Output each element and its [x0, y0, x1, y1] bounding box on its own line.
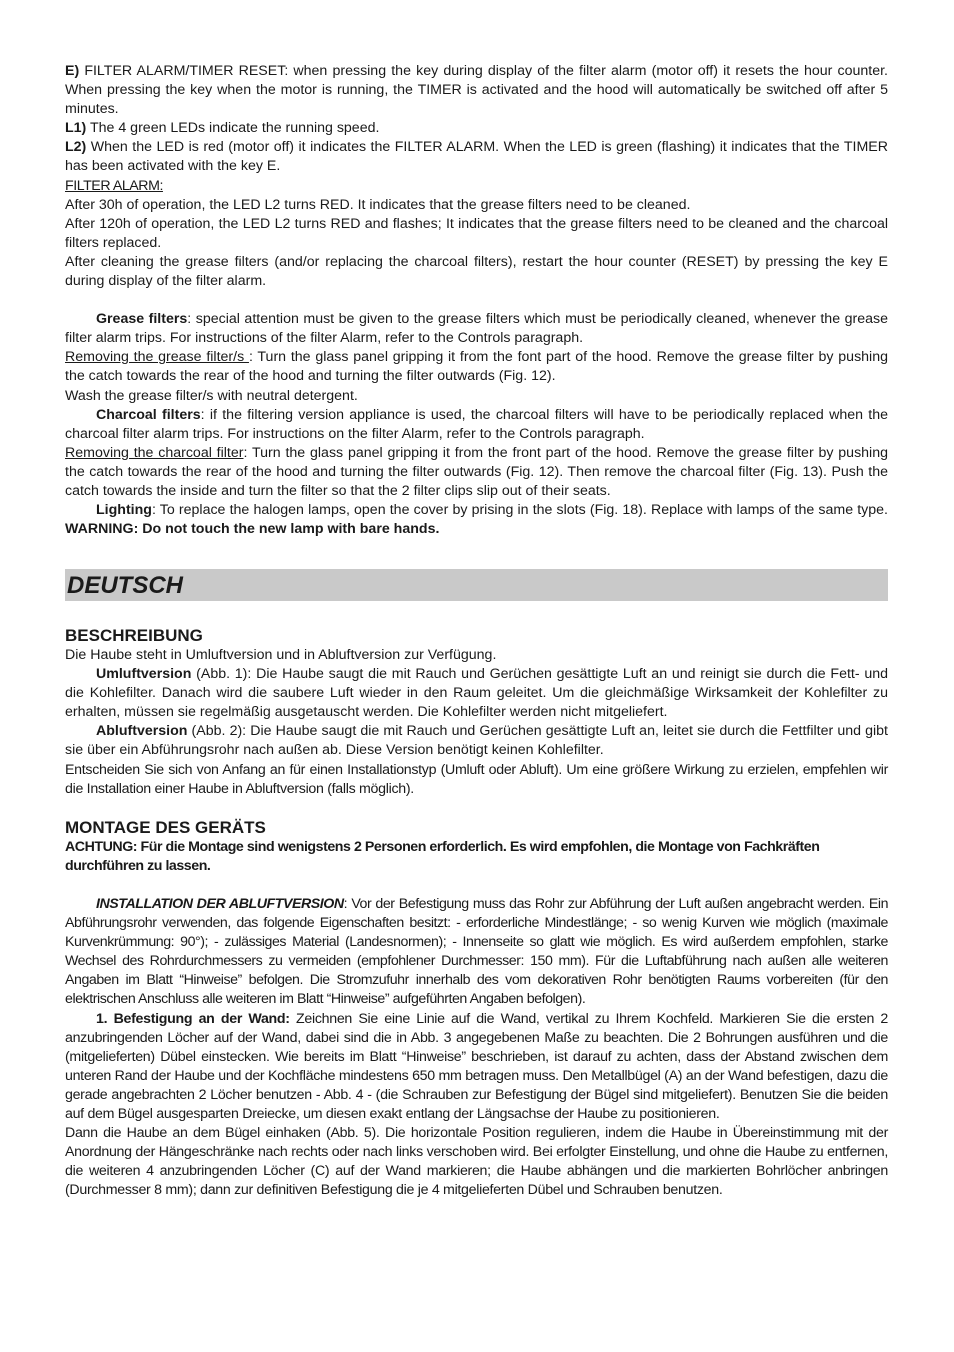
lighting-paragraph: Lighting: To replace the halogen lamps, open the cover by prising in the slots (Fig. 18). Replace with lamps of the same type. WARNING: Do not touch the new lamp with bare hands.: [65, 502, 888, 538]
abluft-paragraph: Abluftversion (Abb. 2): Die Haube saugt die mit Rauch und Gerüchen gesättigte Luft an, leitet sie durch die Fettfilter und gibt sie über ein Abführungsrohr nach außen ab. Diese Version benötigt keinen Kohlefilter.: [65, 723, 888, 759]
achtung-paragraph: ACHTUNG: Für die Montage sind wenigstens 2 Personen erforderlich. Es wird empfohlen, die Montage von Fachkräften durchführen zu lassen.: [65, 838, 820, 874]
step-1-paragraph: 1. Befestigung an der Wand: Zeichnen Sie eine Linie auf die Wand, vertikal zu Ihrem Kochfeld. Markieren Sie die ersten 2 anzubringenden Löcher auf der Wand, dabei sind die in Abb. 3 angegebenen Maße zu beachten. Die 2 Bohrungen ausführen und die (mitgelieferten) Dübel einstecken. Wie bereits im Blatt “Hinweise” beschrieben, ist darauf zu achten, dass der Abstand zwischen dem unteren Rand der Haube und der Kochfläche mindestens 650 mm betragen muss. Den Metallbügel (A) an der Wand befestigen, dazu die gerade angebrachten 2 Löcher benutzen - Abb. 4 - (die Schrauben zur Befestigung der Bügel sind mitgeliefert). Benutzen Sie die beiden auf dem Bügel ausgesparten Dreiecke, um diesen exakt entlang der Längsachse der Haube zu positionieren.: [65, 1010, 888, 1122]
montage-heading: MONTAGE DES GERÄTS: [65, 817, 266, 837]
spacer: [65, 291, 888, 310]
warning-text: WARNING: Do not touch the new lamp with bare hands.: [65, 521, 440, 538]
installation-paragraph: INSTALLATION DER ABLUFTVERSION: Vor der Befestigung muss das Rohr zur Abführung der Luft außen angebracht werden. Ein Abführungsrohr verwenden, das folgende Eigenschaften besitzt: - erforderliche Mindestlänge; - so wenig Kurven wie möglich (maximale Kurvenkrümmung: 90°); - zulässiges Material (Landesnormen); - Innenseite so glatt wie möglich. Es wird außerdem empfohlen, starke Wechsel des Rohrdurchmessers zu vermeiden (empfohlener Durchmesser: 150 mm). Für die Luftabführung nach außen alle weiteren Angaben im Blatt “Hinweise” befolgen. Die Stromzufuhr innerhalb des vom dekorativen Rohr benötigten Raums vorbereiten (für den elektrischen Anschluss alle weiteren im Blatt “Hinweise” aufgeführten Angaben befolgen).: [65, 895, 889, 1008]
filter-alarm-line-3: After cleaning the grease filters (and/or replacing the charcoal filters), restart the hour counter (RESET) by pressing the key E during display of the filter alarm.: [65, 253, 888, 290]
section-title: DEUTSCH: [67, 572, 184, 599]
led-l1-description: L1) The 4 green LEDs indicate the running speed.: [65, 120, 380, 137]
removing-grease-filter-paragraph: Removing the grease filter/s : Turn the glass panel gripping it from the font part of the hood. Remove the grease filter by pushing the catch towards the rear of the hood and turning the filter outwards (Fig. 12).: [65, 349, 888, 385]
english-section: [65, 62, 888, 539]
beschreibung-heading: BESCHREIBUNG: [65, 626, 203, 645]
key-e-description: E) FILTER ALARM/TIMER RESET: when pressing the key during display of the filter alarm (motor off) it resets the hour counter. When pressing the key when the motor is running, the TIMER is activated and the hood will automatically be switched off after 5 minutes.: [65, 63, 888, 118]
spacer: [65, 876, 888, 895]
intro-paragraph: Die Haube steht in Umluftversion und in Abluftversion zur Verfügung.: [65, 647, 497, 663]
deutsch-banner: [65, 569, 888, 601]
entscheiden-paragraph: Entscheiden Sie sich von Anfang an für einen Installationstyp (Umluft oder Abluft). Um eine größere Wirkung zu erzielen, empfehlen wir die Installation einer Haube in Abluftversion (falls möglich).: [65, 761, 888, 797]
filter-alarm-line-2: After 120h of operation, the LED L2 turns RED and flashes; It indicates that the grease filters need to be cleaned and the charcoal filters replaced.: [65, 215, 888, 251]
grease-filters-paragraph: Grease filters: special attention must be given to the grease filters which must be periodically cleaned, whenever the grease filter alarm trips. For instructions of the filter Alarm, refer to the Controls paragraph.: [65, 311, 888, 347]
dann-paragraph: Dann die Haube an dem Bügel einhaken (Abb. 5). Die horizontale Position regulieren, indem die Haube in Übereinstimmung mit der Anordnung der Hängeschränke nach rechts oder nach links verschoben wird. Bei erfolgter Einstellung, und ohne die Haube zu entfernen, die weiteren 4 anzubringenden Löcher (C) auf der Wand markieren; die Haube abhängen und die markierten Bohrlöcher anbringen (Durchmesser 8 mm); dann zur definitiven Befestigung die je 4 mitgelieferten Dübel und Schrauben benutzen.: [65, 1125, 888, 1199]
umluft-paragraph: Umluftversion (Abb. 1): Die Haube saugt die mit Rauch und Gerüchen gesättigte Luft an und reinigt sie durch die Fett- und die Kohlefilter. Danach wird die saubere Luft wieder in den Raum geleitet. Um die gleichmäßige Wirksamkeit der Kohlefilter zu erhalten, müssen sie regelmäßig ausgetauscht werden. Die Kohlefilter werden nicht mitgeliefert.: [65, 666, 888, 721]
filter-alarm-heading: FILTER ALARM:: [65, 177, 163, 194]
led-l2-description: L2) When the LED is red (motor off) it indicates the FILTER ALARM. When the LED is green (flashing) it indicates that the TIMER has been activated with the key E.: [65, 139, 888, 175]
spacer: [65, 799, 888, 818]
removing-charcoal-filter-paragraph: Removing the charcoal filter: Turn the glass panel gripping it from the front part of the hood. Remove the grease filter by pushing the catch towards the rear of the hood and turning the filter outwards (Fig. 12). Then remove the charcoal filter (Fig. 13). Push the catch towards the inside and turn the filter so that the 2 filter clips slip out of their seats.: [65, 444, 888, 499]
charcoal-filters-paragraph: Charcoal filters: if the filtering version appliance is used, the charcoal filters will have to be periodically replaced when the charcoal filter alarm trips. For instructions on the filter Alarm, refer to the Controls paragraph.: [65, 406, 888, 442]
key-e-label: E): [65, 63, 80, 79]
filter-alarm-line-1: After 30h of operation, the LED L2 turns RED. It indicates that the grease filters need to be cleaned.: [65, 196, 691, 213]
deutsch-section: [65, 626, 888, 1200]
wash-paragraph: Wash the grease filter/s with neutral detergent.: [65, 387, 358, 404]
